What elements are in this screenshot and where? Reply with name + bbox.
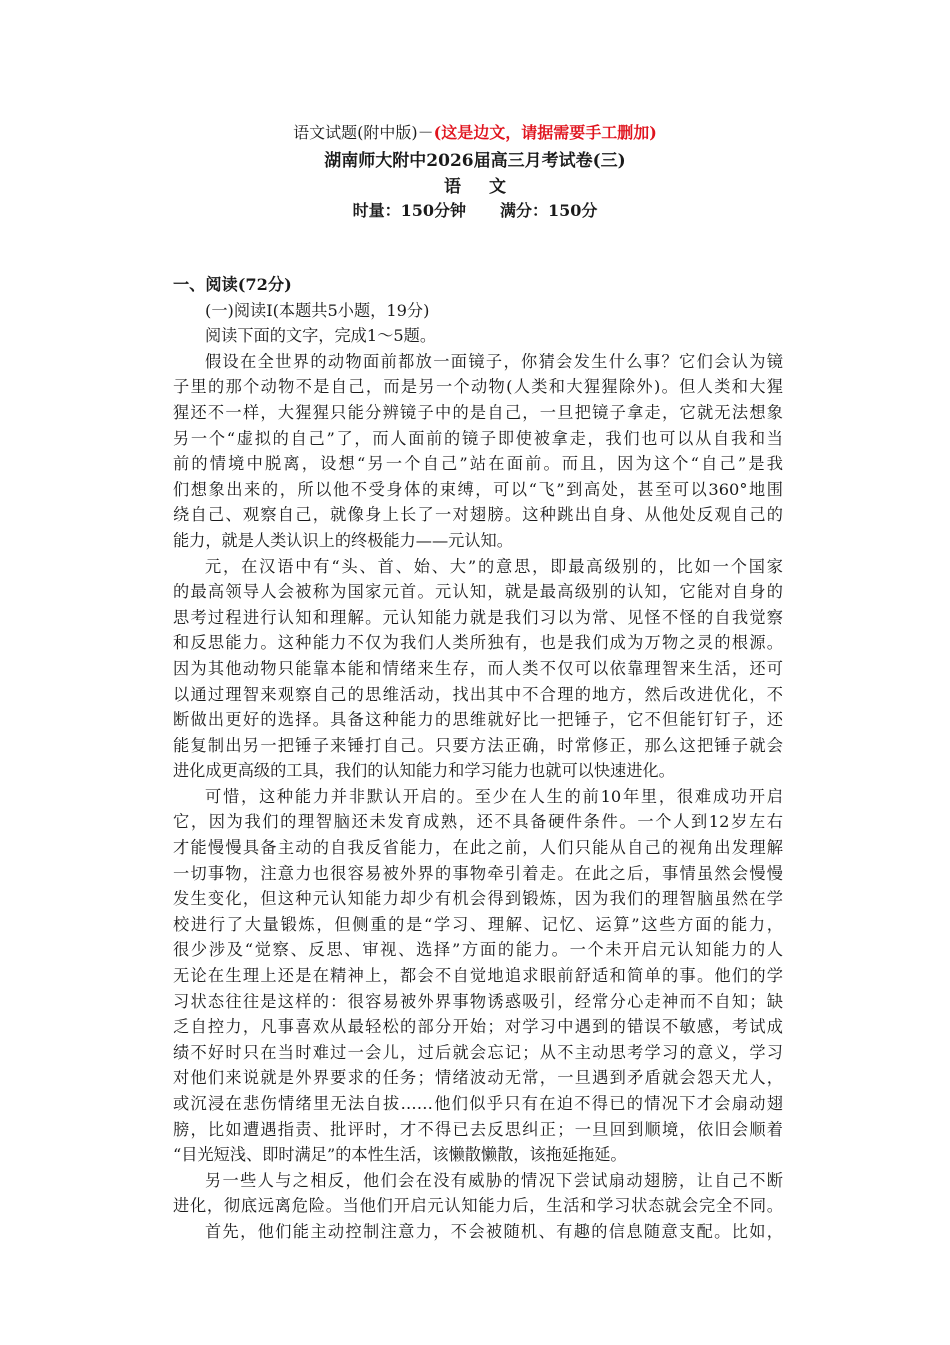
reading-passage [173, 272, 783, 1245]
text-line: 猩还不一样，大猩猩只能分辨镜子中的是自己，一旦把镜子拿走，它就无法想象 [173, 402, 783, 422]
header-line [0, 120, 950, 143]
text-line: 假设在全世界的动物面前都放一面镜子，你猜会发生什么事？它们会认为镜 [205, 351, 783, 371]
text-line: 的最高领导人会被称为国家元首。元认知，就是最高级别的认知，它能对自身的 [173, 582, 783, 602]
full-score: 满分：150分 [500, 201, 598, 220]
text-line: 和反思能力。这种能力不仅为我们人类所独有，也是我们成为万物之灵的根源。 [173, 633, 783, 653]
text-line: 膀，比如遭遇指责、批评时，才不得已去反思纠正；一旦回到顺境，依旧会顺着 [173, 1119, 783, 1139]
text-line: “目光短浅、即时满足”的本性生活，该懒散懒散，该拖延拖延。 [173, 1145, 627, 1165]
text-line: 校进行了大量锻炼，但侧重的是“学习、理解、记忆、运算”这些方面的能力， [173, 914, 783, 934]
text-line: 能力，就是人类认识上的终极能力——元认知。 [173, 530, 513, 550]
text-line: 无论在生理上还是在精神上，都会不自觉地追求眼前舒适和简单的事。他们的学 [173, 966, 783, 986]
exam-info [0, 198, 950, 221]
text-line: 们想象出来的，所以他不受身体的束缚，可以“飞”到高处，甚至可以360°地围 [173, 479, 783, 499]
text-line: 子里的那个动物不是自己，而是另一个动物(人类和大猩猩除外)。但人类和大猩 [173, 377, 783, 397]
time-limit: 时量：150分钟 [352, 201, 466, 220]
text-line: 对他们来说就是外界要求的任务；情绪波动无常，一旦遇到矛盾就会怨天尤人， [173, 1068, 783, 1088]
text-line: 它，因为我们的理智脑还未发育成熟，还不具备硬件条件。一个人到12岁左右 [173, 812, 783, 832]
text-line: 元，在汉语中有“头、首、始、大”的意思，即最高级别的，比如一个国家 [205, 556, 783, 576]
text-line: 习状态往往是这样的：很容易被外界事物诱惑吸引，经常分心走神而不自知；缺 [173, 991, 783, 1011]
text-line: 以通过理智来观察自己的思维活动，找出其中不合理的地方，然后改进优化，不 [173, 684, 783, 704]
text-line: 一切事物，注意力也很容易被外界的事物牵引着走。在此之后，事情虽然会慢慢 [173, 863, 783, 883]
text-line: 另一些人与之相反，他们会在没有威胁的情况下尝试扇动翅膀，让自己不断 [205, 1170, 783, 1190]
text-line: 才能慢慢具备主动的自我反省能力，在此之前，人们只能从自己的视角出发理解 [173, 838, 783, 858]
text-line: 乏自控力，凡事喜欢从最轻松的部分开始；对学习中遇到的错误不敏感，考试成 [173, 1017, 783, 1037]
text-line: 绕自己、观察自己，就像身上长了一对翅膀。这种跳出自身、从他处反观自己的 [173, 505, 783, 525]
text-line: (一)阅读Ⅰ(本题共5小题，19分) [205, 300, 430, 320]
text-line: 能复制出另一把锤子来锤打自己。只要方法正确，时常修正，那么这把锤子就会 [173, 735, 783, 755]
margin-note: (这是边文，请据需要手工删加) [433, 123, 657, 142]
text-line: 另一个“虚拟的自己”了，而人面前的镜子即使被拿走，我们也可以从自我和当 [173, 428, 783, 448]
header-label: 语文试题(附中版)－ [293, 123, 434, 142]
text-line: 断做出更好的选择。具备这种能力的思维就好比一把锤子，它不但能钉钉子，还 [173, 710, 783, 730]
text-line: 一、阅读(72分) [173, 275, 292, 294]
text-line: 可惜，这种能力并非默认开启的。至少在人生的前10年里，很难成功开启 [205, 786, 783, 806]
subject-title: 语文 [444, 177, 534, 197]
text-line: 发生变化，但这种元认知能力却少有机会得到锻炼，因为我们的理智脑虽然在学 [173, 889, 783, 909]
text-line: 或沉浸在悲伤情绪里无法自拔……他们似乎只有在迫不得已的情况下才会扇动翅 [173, 1094, 783, 1113]
text-line: 绩不好时只在当时难过一会儿，过后就会忘记；从不主动思考学习的意义，学习 [173, 1042, 783, 1062]
text-line: 进化，彻底远离危险。当他们开启元认知能力后，生活和学习状态就会完全不同。 [173, 1196, 783, 1216]
text-line: 很少涉及“觉察、反思、审视、选择”方面的能力。一个未开启元认知能力的人 [173, 940, 783, 960]
text-line: 前的情境中脱离，设想“另一个自己”站在面前。而且，因为这个“自己”是我 [173, 454, 783, 474]
text-line: 首先，他们能主动控制注意力，不会被随机、有趣的信息随意支配。比如， [205, 1221, 783, 1241]
text-line: 因为其他动物只能靠本能和情绪来生存，而人类不仅可以依靠理智来生活，还可 [173, 658, 783, 678]
text-line: 进化成更高级的工具，我们的认知能力和学习能力也就可以快速进化。 [173, 761, 675, 781]
text-line: 思考过程进行认知和理解。元认知能力就是我们习以为常、见怪不怪的自我觉察 [173, 607, 783, 627]
text-line: 阅读下面的文字，完成1～5题。 [205, 326, 437, 346]
exam-title: 湖南师大附中2026届高三月考试卷(三) [324, 151, 626, 171]
